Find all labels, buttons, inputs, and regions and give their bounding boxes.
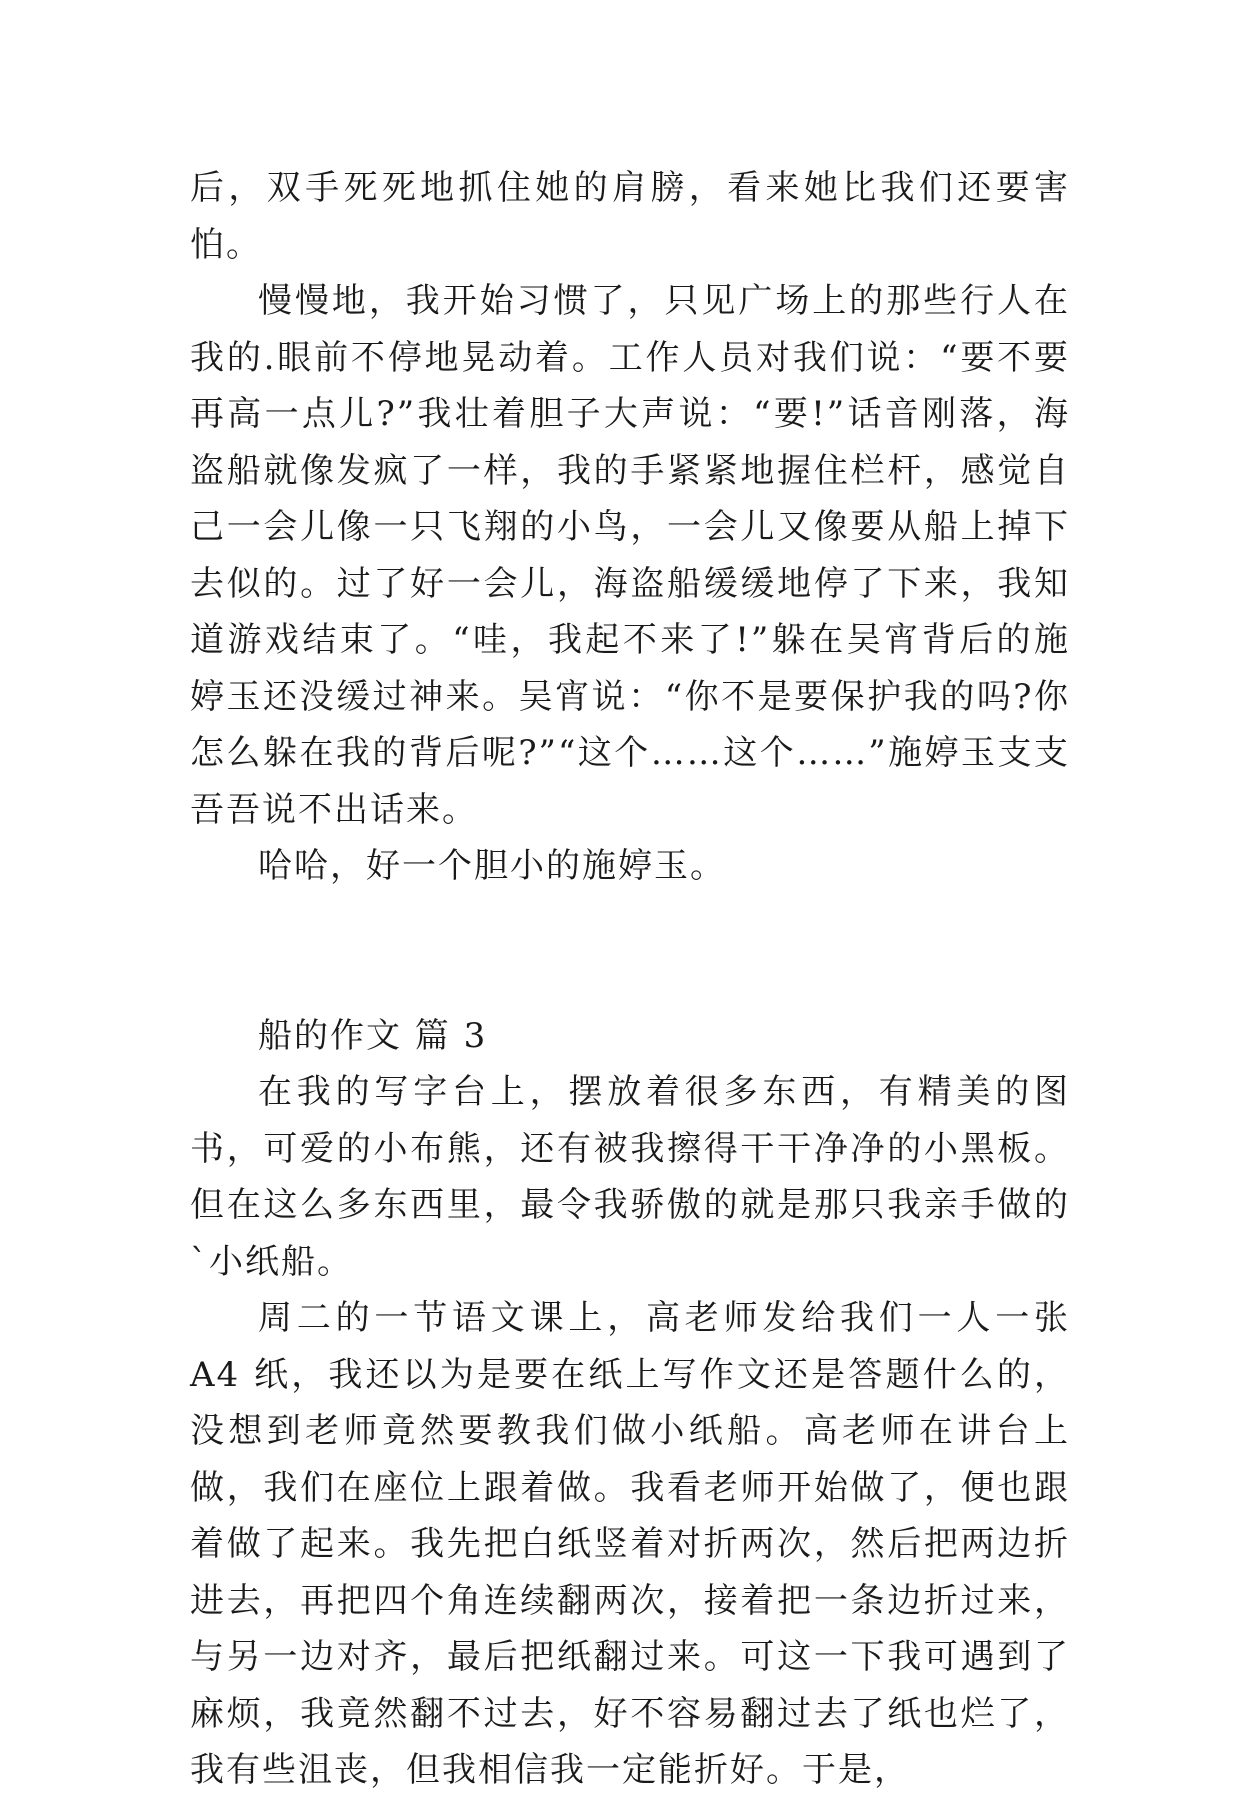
- paragraph-pirate-ship: 慢慢地，我开始习惯了，只见广场上的那些行人在我的.眼前不停地晃动着。工作人员对我们说：“要不要再高一点儿?”我壮着胆子大声说：“要!”话音刚落，海盗船就像发疯了一样，我的手紧紧地握住栏杆，感觉自己一会儿像一只飞翔的小鸟，一会儿又像要从船上掉下去似的。过了好一会儿，海盗船缓缓地停了下来，我知道游戏结束了。“哇，我起不来了!”躲在吴宵背后的施婷玉还没缓过神来。吴宵说：“你不是要保护我的吗?你怎么躲在我的背后呢?”“这个……这个……”施婷玉支支吾吾说不出话来。: [190, 281, 1070, 830]
- paragraph-conclusion: 哈哈，好一个胆小的施婷玉。: [258, 846, 726, 886]
- paragraph-desk: 在我的写字台上，摆放着很多东西，有精美的图书，可爱的小布熊，还有被我擦得干干净净的小黑板。但在这么多东西里，最令我骄傲的就是那只我亲手做的`小纸船。: [190, 1072, 1070, 1282]
- section-gap: [190, 895, 1070, 1008]
- document-body: [190, 160, 1070, 1799]
- paragraph-paper-boat-lesson: 周二的一节语文课上，高老师发给我们一人一张 A4 纸，我还以为是要在纸上写作文还是答题什么的，没想到老师竟然要教我们做小纸船。高老师在讲台上做，我们在座位上跟着做。我看老师开始做了，便也跟着做了起来。我先把白纸竖着对折两次，然后把两边折进去，再把四个角连续翻两次，接着把一条边折过来，与另一边对齐，最后把纸翻过来。可这一下我可遇到了麻烦，我竟然翻不过去，好不容易翻过去了纸也烂了，我有些沮丧，但我相信我一定能折好。于是，: [190, 1298, 1070, 1790]
- paragraph-continuation: 后，双手死死地抓住她的肩膀，看来她比我们还要害怕。: [190, 168, 1070, 265]
- section-heading: 船的作文 篇 3: [258, 1015, 488, 1056]
